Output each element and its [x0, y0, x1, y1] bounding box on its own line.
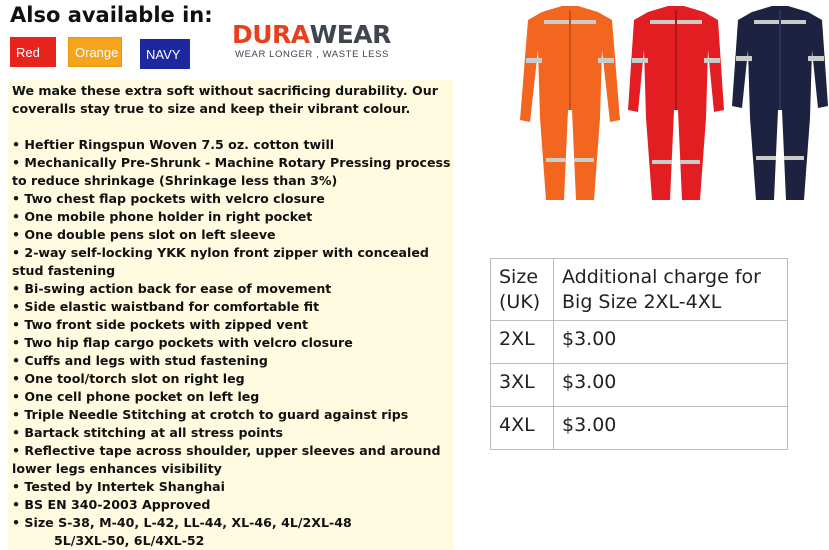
coveralls-photo	[520, 0, 829, 207]
feature-item: • Bi-swing action back for ease of movement	[12, 281, 332, 296]
color-swatch-orange: Orange	[68, 37, 122, 67]
durawear-logo	[232, 22, 420, 64]
feature-item: • One double pens slot on left sleeve	[12, 227, 276, 242]
feature-item: • Bartack stitching at all stress points	[12, 425, 283, 440]
feature-item-sizes	[12, 514, 457, 550]
feature-item: • Reflective tape across shoulder, upper sleeves and around lower legs enhances visibility	[12, 443, 441, 476]
feature-item: • Cuffs and legs with stud fastening	[12, 353, 268, 368]
feature-item: • BS EN 340-2003 Approved	[12, 497, 211, 512]
feature-item: • One cell phone pocket on left leg	[12, 389, 260, 404]
feature-item: • 2-way self-locking YKK nylon front zipper with concealed stud fastening	[12, 245, 429, 278]
feature-item: • One tool/torch slot on right leg	[12, 371, 245, 386]
color-swatch-red: Red	[10, 37, 56, 67]
feature-item: • Two chest flap pockets with velcro closure	[12, 191, 325, 206]
feature-item: • Heftier Ringspun Woven 7.5 oz. cotton twill	[12, 137, 335, 152]
big-size-price-table	[490, 258, 788, 450]
sizes-line-1: • Size S-38, M-40, L-42, LL-44, XL-46, 4L/2XL-48	[12, 515, 352, 530]
availability-heading: Also available in:	[10, 3, 213, 27]
intro-text: We make these extra soft without sacrificing durability. Our coveralls stay true to size and keep their vibrant colour.	[12, 83, 438, 116]
row-charge: $3.00	[554, 407, 788, 450]
sizes-line-2: 5L/3XL-50, 6L/4XL-52	[54, 533, 205, 548]
table-row	[491, 407, 788, 450]
table-header-row	[491, 259, 788, 321]
header-additional-charge: Additional charge for Big Size 2XL-4XL	[554, 259, 788, 321]
logo-wordmark	[232, 22, 420, 48]
coverall-orange	[520, 6, 620, 200]
table-row	[491, 321, 788, 364]
feature-item: • Two hip flap cargo pockets with velcro closure	[12, 335, 353, 350]
logo-tagline: WEAR LONGER , WASTE LESS	[235, 49, 389, 60]
row-charge: $3.00	[554, 364, 788, 407]
logo-word-wear: WEAR	[309, 20, 391, 49]
feature-list	[12, 136, 457, 550]
coverall-red	[628, 6, 724, 200]
feature-item: • Triple Needle Stitching at crotch to guard against rips	[12, 407, 409, 422]
table-row	[491, 364, 788, 407]
feature-item: • Mechanically Pre-Shrunk - Machine Rotary Pressing process to reduce shrinkage (Shrinkage less than 3%)	[12, 155, 451, 188]
logo-word-dura: DURA	[232, 20, 310, 49]
color-swatch-navy: NAVY	[140, 39, 190, 69]
header-size: Size (UK)	[491, 259, 554, 321]
row-charge: $3.00	[554, 321, 788, 364]
row-size: 3XL	[491, 364, 554, 407]
row-size: 2XL	[491, 321, 554, 364]
feature-item: • Side elastic waistband for comfortable fit	[12, 299, 320, 314]
feature-item: • Tested by Intertek Shanghai	[12, 479, 225, 494]
coverall-navy	[732, 6, 828, 200]
feature-item: • Two front side pockets with zipped vent	[12, 317, 309, 332]
row-size: 4XL	[491, 407, 554, 450]
feature-item: • One mobile phone holder in right pocket	[12, 209, 313, 224]
